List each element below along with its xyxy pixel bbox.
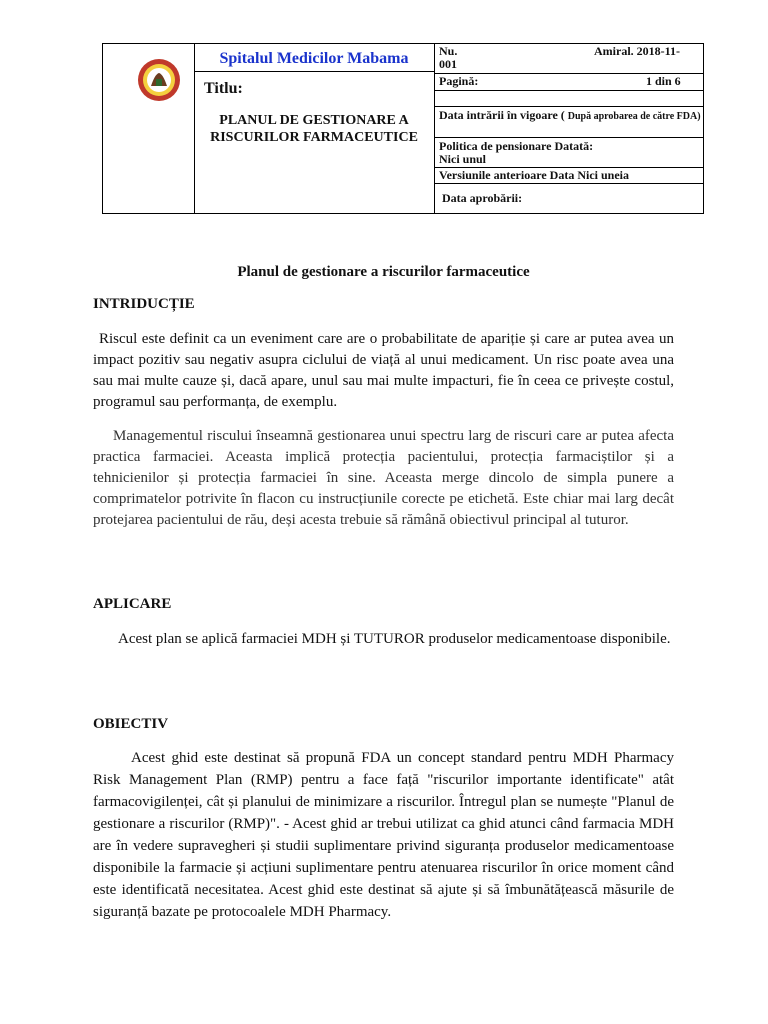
- pagina-label: Pagină:: [439, 74, 479, 88]
- data-aprobarii-label: Data aprobării:: [442, 191, 523, 205]
- hospital-seal-icon: [137, 58, 181, 102]
- document-header-table: [102, 43, 704, 214]
- hospital-name: Spitalul Medicilor Mabama: [219, 50, 409, 67]
- plan-title: PLANUL DE GESTIONARE A RISCURILOR FARMACEUTICE: [210, 113, 418, 145]
- politica-value: Nici unul: [439, 152, 487, 166]
- data-intrarii-row: [434, 107, 703, 138]
- title-cell: [194, 44, 435, 213]
- document-title: Planul de gestionare a riscurilor farmaceutice: [237, 264, 530, 280]
- nu-value: 001: [439, 57, 457, 71]
- intro-paragraph-2: Managementul riscului înseamnă gestionarea unui spectru larg de riscuri care ar putea afecta practica farmaciei. Aceasta implică protecția pacientului, protecția farmaciștilor și a tehnicienilor și protecția farmaciei în sine. Aceasta merge dincolo de simpla punere a comprimatelor potrivite în flacon cu instrucțiunile corecte pe etichetă. Este chiar mai larg decât protejarea pacientului de rău, deși acesta trebuie să rămână obiectivul principal al tuturor.: [93, 428, 674, 528]
- nu-label: Nu.: [439, 44, 458, 58]
- politica-row: [434, 138, 703, 168]
- divider: [194, 71, 434, 72]
- intro-heading: INTRIDUCȚIE: [93, 296, 195, 312]
- titlu-label: Titlu:: [204, 80, 243, 97]
- intro-paragraph-1: Riscul este definit ca un eveniment care are o probabilitate de apariție și care ar putea avea un impact pozitiv sau negativ asupra ciclului de viață al unui medicament. Un risc poate avea una sau mai multe cauze și, dacă apare, unul sau mai multe impacturi, fie în ceea ce privește costul, programul sau performanța, de exemplu.: [93, 331, 674, 410]
- aplicare-heading: APLICARE: [93, 596, 172, 612]
- versiunile-label: Versiunile anterioare Data Nici uneia: [439, 168, 629, 182]
- nu-row: [434, 44, 703, 74]
- data-intrarii-note: După aprobarea de către FDA): [567, 111, 701, 122]
- politica-label: Politica de pensionare Datată:: [439, 139, 594, 153]
- logo-cell: [103, 44, 195, 213]
- metadata-cells: [434, 44, 703, 213]
- pagina-row: [434, 74, 703, 91]
- obiectiv-paragraph: Acest ghid este destinat să propună FDA un concept standard pentru MDH Pharmacy Risk Management Plan (RMP) pentru a face față "riscurilor importante identificate" atât farmacovigilenței, cât și planului de minimizare a riscurilor. Întregul plan se numește "Planul de gestionare a riscurilor (RMP)". - Acest ghid ar trebui utilizat ca ghid atunci când farmacia MDH are în vedere supravegheri și studii suplimentare privind siguranța produselor medicamentoase disponibile la farmacie și acțiuni suplimentare pentru atenuarea riscurilor în orice moment când este identificată necesitatea. Acest ghid este destinat să ajute și să îmbunătățească măsurile de siguranță bazate pe protocoalele MDH Pharmacy.: [93, 750, 674, 920]
- amiral-value: Amiral. 2018-11-: [594, 44, 680, 58]
- versiunile-row: [434, 168, 703, 184]
- pagina-value: 1 din 6: [646, 74, 681, 88]
- obiectiv-heading: OBIECTIV: [93, 716, 169, 732]
- data-aprobarii-row: [434, 184, 703, 213]
- data-intrarii-label: Data intrării în vigoare (: [439, 108, 565, 122]
- aplicare-paragraph: Acest plan se aplică farmaciei MDH și TUTUROR produselor medicamentoase disponibile.: [118, 631, 671, 647]
- blank-row: [434, 91, 703, 107]
